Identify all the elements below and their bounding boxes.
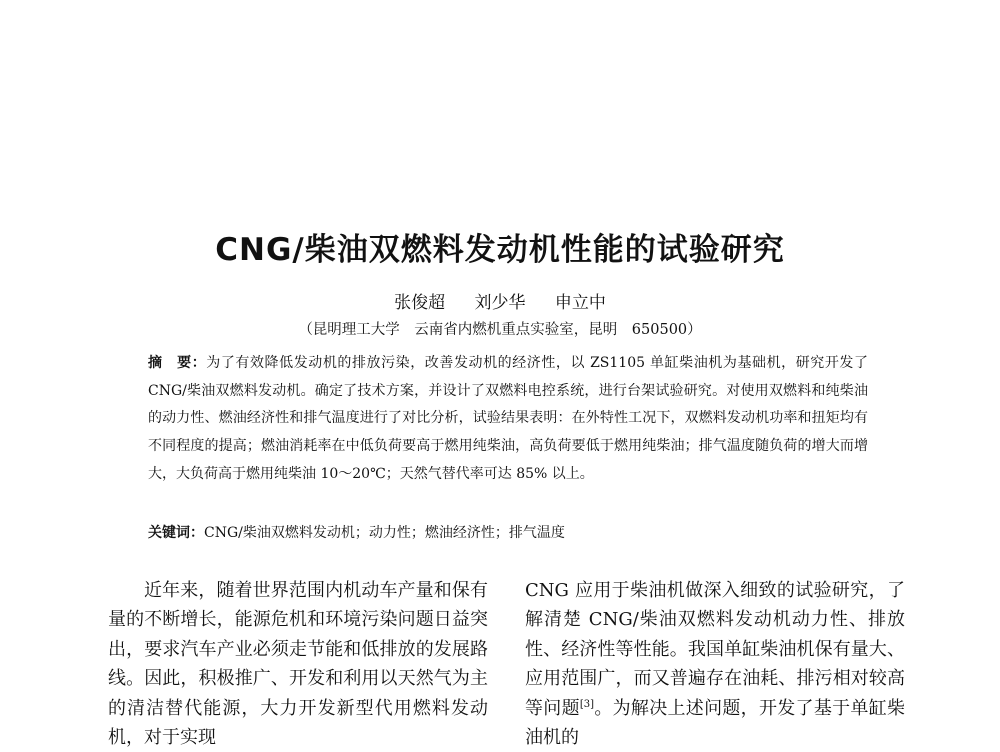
keywords-label: 关键词： bbox=[148, 525, 204, 541]
citation-ref[interactable]: [3] bbox=[579, 698, 595, 710]
keywords-text: CNG/柴油双燃料发动机；动力性；燃油经济性；排气温度 bbox=[204, 525, 565, 541]
keywords bbox=[148, 521, 868, 545]
author-name: 申立中 bbox=[554, 293, 606, 313]
paper-title: CNG/柴油双燃料发动机性能的试验研究 bbox=[215, 232, 785, 268]
body-text: CNG 应用于柴油机做深入细致的试验研究，了解清楚 CNG/柴油双燃料发动机动力性、排放性、经济性等性能。我国单缸柴油机保有量大、应用范围广，而又普遍存在油耗、排污相对较高等问题 bbox=[525, 580, 905, 719]
author-name: 张俊超 bbox=[394, 293, 446, 313]
author-list bbox=[0, 288, 1000, 313]
abstract-text: 为了有效降低发动机的排放污染，改善发动机的经济性，以 ZS1105 单缸柴油机为基础机，研究开发了 CNG/柴油双燃料发动机。确定了技术方案，并设计了双燃料电控系统，进行台架试验研究。对使用双燃料和纯柴油的动力性、燃油经济性和排气温度进行了对比分析，试验结果表明：在外特性工况下，双燃料发动机功率和扭矩均有不同程度的提高；燃油消耗率在中低负荷要高于燃用纯柴油，高负荷要低于燃用纯柴油；排气温度随负荷的增大而增大，大负荷高于燃用纯柴油 10～20℃；天然气替代率可达 85% 以上。 bbox=[148, 355, 868, 482]
abstract-label: 摘 要： bbox=[148, 355, 207, 371]
author-name: 刘少华 bbox=[474, 293, 526, 313]
affiliation: （昆明理工大学 云南省内燃机重点实验室，昆明 650500） bbox=[298, 322, 702, 338]
abstract bbox=[148, 350, 868, 489]
body-column-right bbox=[525, 576, 905, 752]
body-text: 。为解决上述问题，开发了基于单缸柴油机的 bbox=[525, 697, 905, 749]
body-column-left: 近年来，随着世界范围内机动车产量和保有量的不断增长，能源危机和环境污染问题日益突出，要求汽车产业必须走节能和低排放的发展路线。因此，积极推广、开发和利用以天然气为主的清洁替代能源，大力开发新型代用燃料发动机，对于实现 bbox=[108, 580, 488, 749]
